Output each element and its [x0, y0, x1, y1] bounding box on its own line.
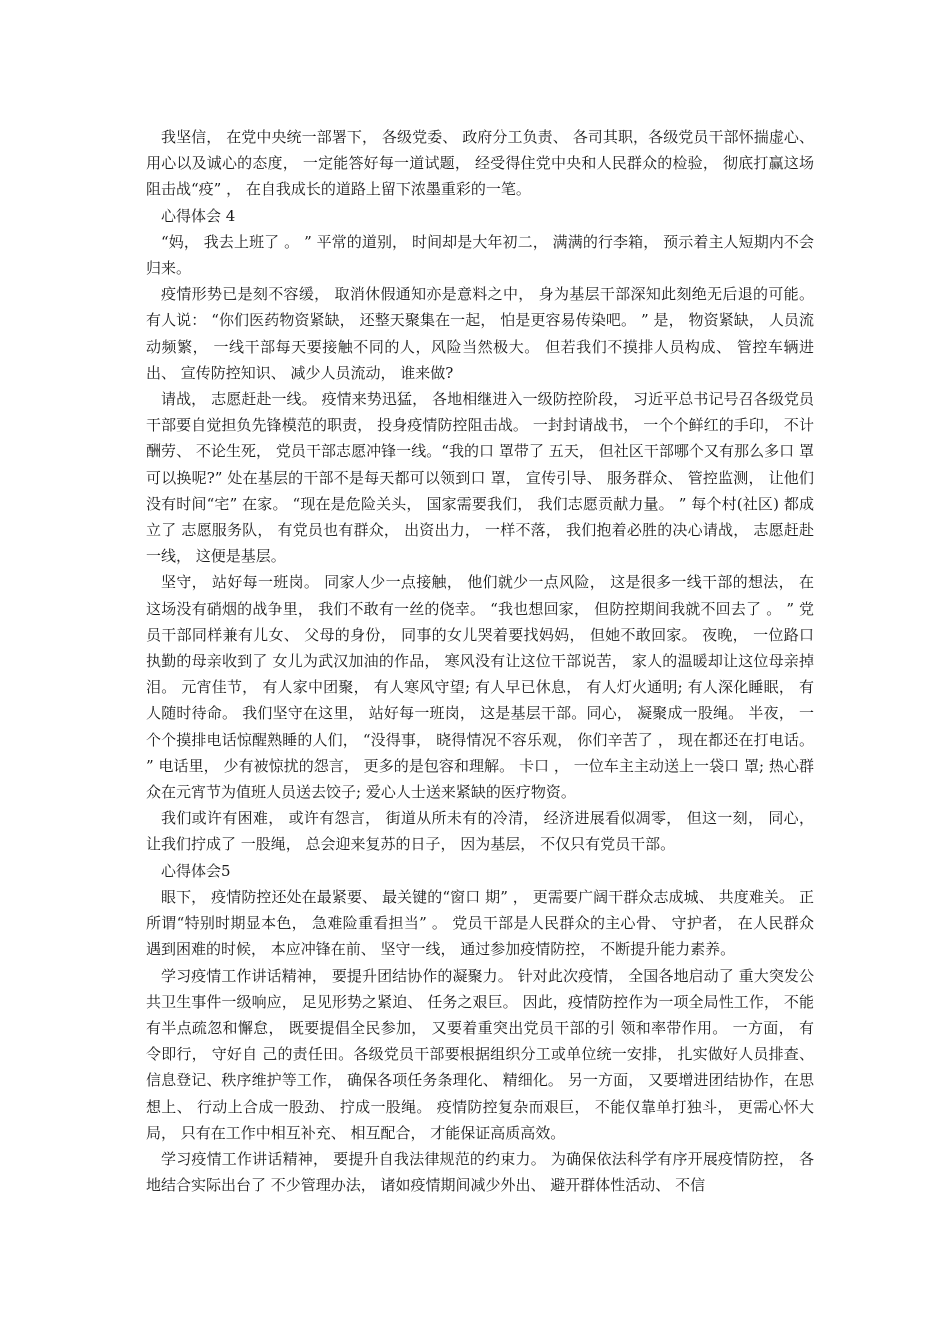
paragraph: 我坚信， 在党中央统一部署下， 各级党委、 政府分工负责、 各司其职，各级党员干部怀揣虚心、 用心以及诚心的态度， 一定能答好每一道试题， 经受得住党中央和人民群众的检验， 彻底打赢这场阻击战“疫” ， 在自我成长的道路上留下浓墨重彩的一笔。: [146, 128, 814, 199]
paragraph: 请战， 志愿赶赴一线。 疫情来势迅猛， 各地相继进入一级防控阶段， 习近平总书记号召各级党员干部要自觉担负先锋模范的职责， 投身疫情防控阻击战。 一封封请战书， 一个个鲜红的手印， 不计酬劳、 不论生死， 党员干部志愿冲锋一线。“我的口 罩带了 五天， 但社区干部哪个又有那么多口 罩可以换呢?” 处在基层的干部不是每天都可以领到口 罩， 宣传引导、 服务群众、 管控监测， 让他们没有时间“宅” 在家。 “现在是危险关头， 国家需要我们， 我们志愿贡献力量。 ” 每个村(社区) 都成立了 志愿服务队， 有党员也有群众， 出资出力， 一样不落， 我们抱着必胜的决心请战， 志愿赶赴一线， 这便是基层。: [146, 390, 814, 566]
paragraph: “妈， 我去上班了 。 ” 平常的道别， 时间却是大年初二， 满满的行李箱， 预示着主人短期内不会归来。: [146, 232, 814, 278]
section-heading: 心得体会 4: [161, 206, 236, 225]
section-heading: 心得体会5: [161, 861, 231, 880]
document-body: [146, 124, 814, 1198]
paragraph: 坚守， 站好每一班岗。 同家人少一点接触， 他们就少一点风险， 这是很多一线干部的想法， 在这场没有硝烟的战争里， 我们不敢有一丝的侥幸。 “我也想回家， 但防控期间我就不回去了 。 ” 党员干部同样兼有儿女、 父母的身份， 同事的女儿哭着要找妈妈， 但她不敢回家。 夜晚， 一位路口 执勤的母亲收到了 女儿为武汉加油的作品， 寒风没有让这位干部说苦， 家人的温暖却让这位母亲掉泪。 元宵佳节， 有人家中团聚， 有人寒风守望; 有人早已休息， 有人灯火通明; 有人深化睡眠， 有人随时待命。 我们坚守在这里， 站好每一班岗， 这是基层干部。同心， 凝聚成一股绳。 半夜， 一个个摸排电话惊醒熟睡的人们， “没得事， 晓得情况不容乐观， 你们辛苦了 ， 现在都还在打电话。 ” 电话里， 少有被惊扰的怨言， 更多的是包容和理解。 卡口 ， 一位车主主动送上一袋口 罩; 热心群众在元宵节为值班人员送去饺子; 爱心人士送来紧缺的医疗物资。: [146, 573, 814, 802]
paragraph: 学习疫情工作讲话精神， 要提升团结协作的凝聚力。 针对此次疫情， 全国各地启动了 重大突发公共卫生事件一级响应， 足见形势之紧迫、 任务之艰巨。 因此，疫情防控作为一项全局性工作， 不能有半点疏忽和懈怠， 既要提倡全民参加， 又要着重突出党员干部的引 领和率带作用。 一方面， 有令即行， 守好自 己的责任田。各级党员干部要根据组织分工或单位统一安排， 扎实做好人员排查、 信息登记、秩序维护等工作， 确保各项任务条理化、 精细化。 另一方面， 又要增进团结协作，在思想上、 行动上合成一股劲、 拧成一股绳。 疫情防控复杂而艰巨， 不能仅靠单打独斗， 更需心怀大局， 只有在工作中相互补充、 相互配合， 才能保证高质高效。: [146, 966, 814, 1142]
paragraph: 我们或许有困难， 或许有怨言， 街道从所未有的冷清， 经济进展看似凋零， 但这一刻， 同心， 让我们拧成了 一股绳， 总会迎来复苏的日子， 因为基层， 不仅只有党员干部。: [146, 809, 814, 854]
paragraph: 疫情形势已是刻不容缓， 取消休假通知亦是意料之中， 身为基层干部深知此刻绝无后退的可能。 有人说： “你们医药物资紧缺， 还整天聚集在一起， 怕是更容易传染吧。 ” 是， 物资紧缺， 人员流动频繁， 一线干部每天要接触不同的人，风险当然极大。 但若我们不摸排人员构成、 管控车辆进出、 宣传防控知识、 减少人员流动， 谁来做?: [146, 285, 814, 382]
paragraph: 眼下， 疫情防控还处在最紧要、 最关键的“窗口 期” ， 更需要广阔干群众志成城、 共度难关。 正所谓“特别时期显本色， 急难险重看担当” 。 党员干部是人民群众的主心骨、 守护者， 在人民群众遇到困难的时候， 本应冲锋在前、 坚守一线， 通过参加疫情防控， 不断提升能力素养。: [146, 887, 814, 959]
paragraph: 学习疫情工作讲话精神， 要提升自我法律规范的约束力。 为确保依法科学有序开展疫情防控， 各地结合实际出台了 不少管理办法， 诸如疫情期间减少外出、 避开群体性活动、 不信: [146, 1149, 814, 1195]
